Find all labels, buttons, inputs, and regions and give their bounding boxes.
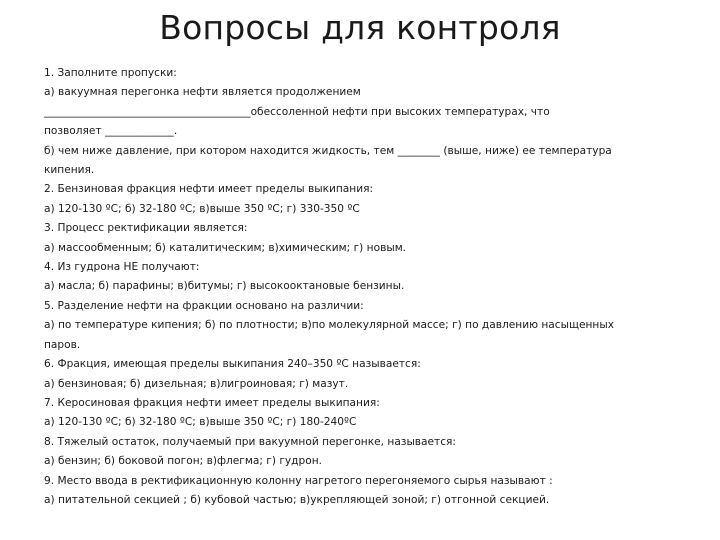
text-line-q9-options: а) питательной секцией ; б) кубовой частью; в)укрепляющей зоной; г) отгонной секцией.: [44, 493, 550, 506]
text-line-q5-options-end: паров.: [44, 338, 81, 351]
text-line-q5-options: а) по температуре кипения; б) по плотности; в)по молекулярной массе; г) по давлению насыщенных: [44, 319, 614, 332]
text-line-q1-part-b-end: кипения.: [44, 164, 95, 177]
text-line-q3-heading: 3. Процесс ректификации является:: [44, 222, 248, 235]
text-line-q7-heading: 7. Керосиновая фракция нефти имеет пределы выкипания:: [44, 396, 380, 409]
text-line-q8-heading: 8. Тяжелый остаток, получаемый при вакуумной перегонке, называется:: [44, 435, 456, 448]
text-line-q5-heading: 5. Разделение нефти на фракции основано на различии:: [44, 299, 364, 312]
text-line-q1-part-a: а) вакуумная перегонка нефти является продолжением: [44, 86, 361, 99]
text-line-q7-options: а) 120-130 ºС; б) 32-180 ºС; в)выше 350 ºС; г) 180-240ºС: [44, 416, 357, 429]
text-line-q2-options: а) 120-130 ºС; б) 32-180 ºС; в)выше 350 ºС; г) 330-350 ºС: [44, 202, 360, 215]
text-line-q3-options: а) массообменным; б) каталитическим; в)химическим; г) новым.: [44, 241, 407, 254]
text-line-q2-heading: 2. Бензиновая фракция нефти имеет пределы выкипания:: [44, 183, 374, 196]
slide-title: Вопросы для контроля: [159, 8, 561, 47]
text-line-q6-heading: 6. Фракция, имеющая пределы выкипания 240–350 ºС называется:: [44, 358, 421, 371]
text-line-q4-options: а) масла; б) парафины; в)битумы; г) высокооктановые бензины.: [44, 280, 405, 293]
text-line-q1-part-a-end: позволяет _____________.: [44, 125, 178, 138]
text-line-q4-heading: 4. Из гудрона НЕ получают:: [44, 261, 200, 274]
text-line-q1-heading: 1. Заполните пропуски:: [44, 67, 177, 79]
text-line-q9-heading: 9. Место ввода в ректификационную колонну нагретого перегоняемого сырья называют :: [44, 474, 553, 487]
text-line-q6-options: а) бензиновая; б) дизельная; в)лигроиновая; г) мазут.: [44, 377, 349, 390]
slide-body: [44, 64, 684, 510]
text-line-q1-part-a-blank: _______________________________________обессоленной нефти при высоких температурах, что: [44, 105, 550, 118]
text-line-q8-options: а) бензин; б) боковой погон; в)флегма; г) гудрон.: [44, 455, 323, 468]
text-line-q1-part-b: б) чем ниже давление, при котором находится жидкость, тем ________ (выше, ниже) ее температура: [44, 144, 612, 157]
